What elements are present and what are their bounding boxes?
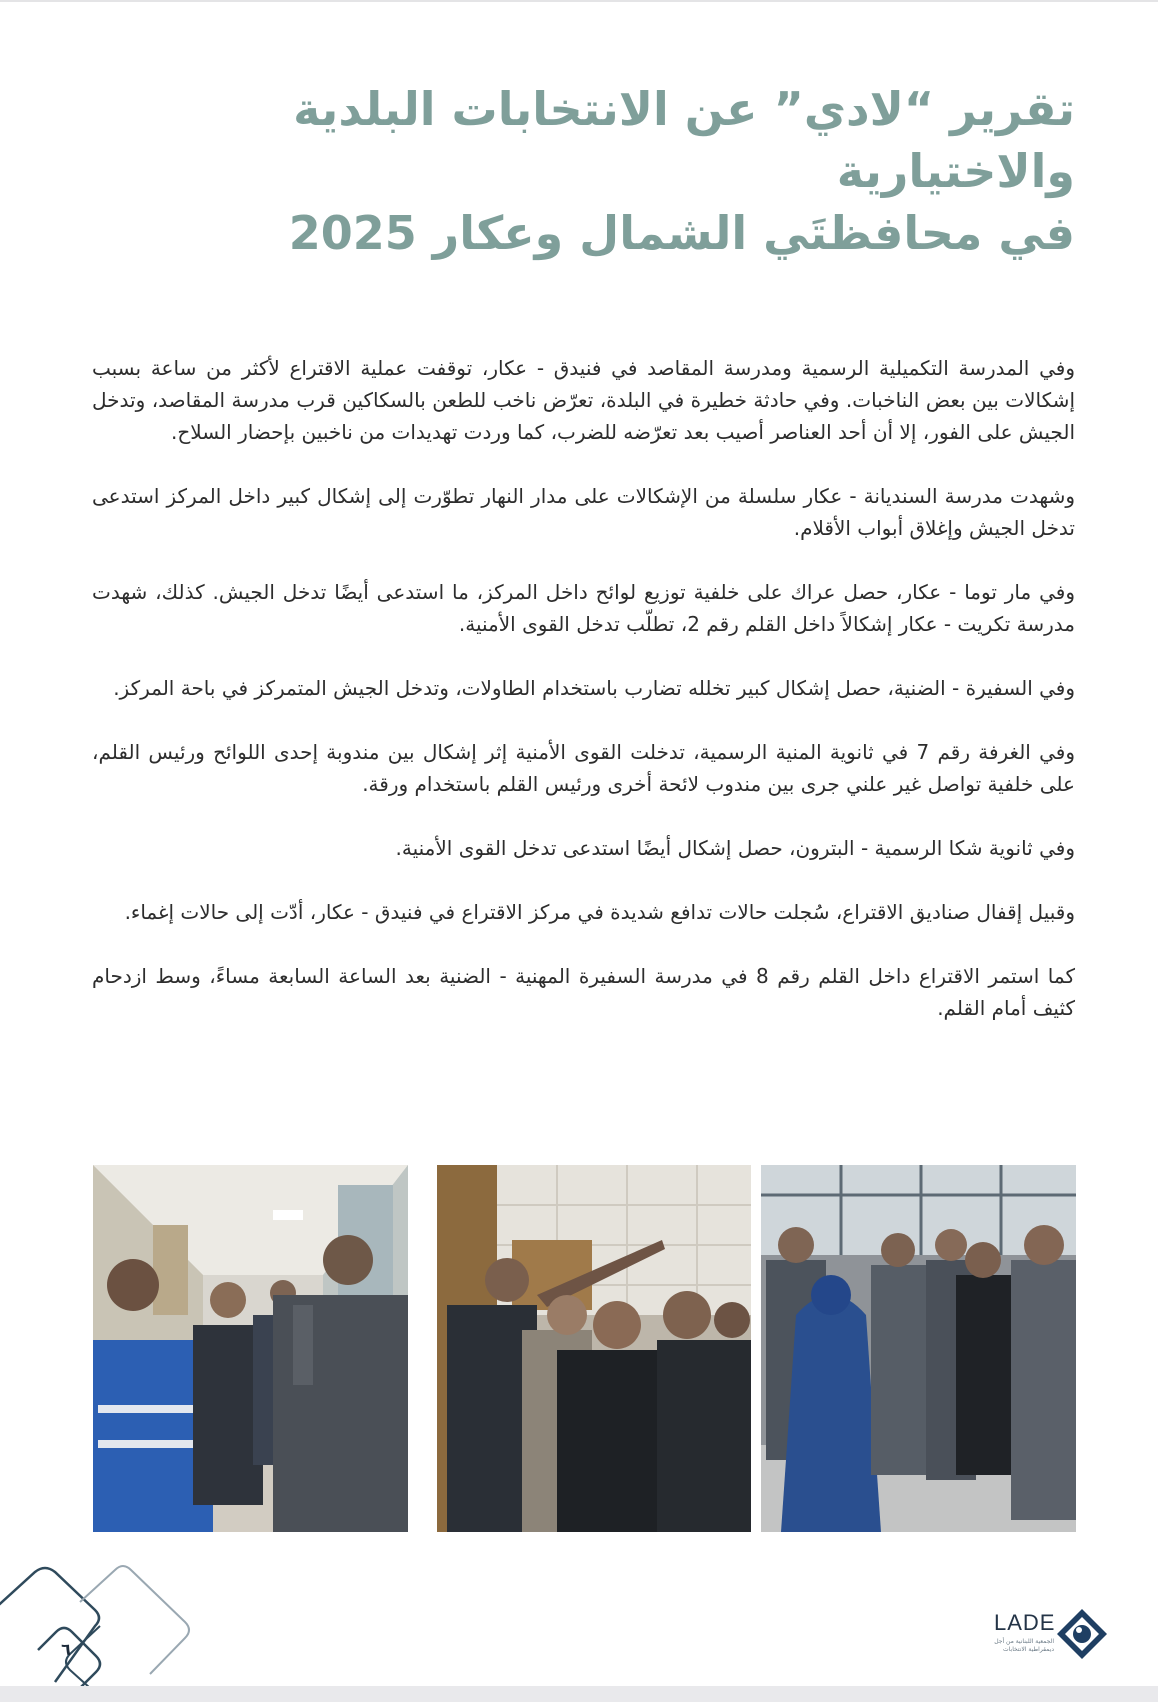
paragraph-safira-vocational: كما استمر الاقتراع داخل القلم رقم 8 في مدرسة السفيرة المهنية - الضنية بعد الساعة السابعة مساءً، وسط ازدحام كثيف أمام القلم. — [92, 964, 1075, 1020]
title-line-2: في محافظتَي الشمال وعكار 2025 — [288, 206, 1075, 260]
photo-security-forces-image — [761, 1165, 1076, 1532]
report-body — [92, 352, 1075, 1056]
lade-eye-icon — [1054, 1606, 1110, 1662]
logo-wordmark: LADE — [994, 1610, 1056, 1635]
paragraph-safira: وفي السفيرة - الضنية، حصل إشكال كبير تخلله تضارب باستخدام الطاولات، وتدخل الجيش المتمركز في باحة المركز. — [113, 676, 1075, 700]
page-title — [90, 78, 1075, 264]
paragraph-minieh: وفي الغرفة رقم 7 في ثانوية المنية الرسمية، تدخلت القوى الأمنية إثر إشكال بين مندوبة إحدى اللوائح ورئيس القلم، على خلفية تواصل غير علني جرى بين مندوب لائحة أخرى ورئيس القلم باستخدام ورقة. — [92, 740, 1076, 796]
paragraph-sindiyaneh: وشهدت مدرسة السنديانة - عكار سلسلة من الإشكالات على مدار النهار تطوّرت إلى إشكال كبير داخل المركز استدعى تدخل الجيش وإغلاق أبواب الأقلام. — [92, 484, 1075, 540]
paragraph-closing: وقبيل إقفال صناديق الاقتراع، سُجلت حالات تدافع شديدة في مركز الاقتراع في فنيدق - عكار، أدّت إلى حالات إغماء. — [124, 900, 1075, 924]
paragraph-chekka: وفي ثانوية شكا الرسمية - البترون، حصل إشكال أيضًا استدعى تدخل القوى الأمنية. — [395, 836, 1075, 860]
decorative-diamonds — [0, 1562, 230, 1686]
page-number: ٦ — [61, 1640, 71, 1659]
lade-logo — [990, 1604, 1110, 1664]
title-line-1: تقرير “لادي” عن الانتخابات البلدية والاختيارية — [293, 82, 1075, 198]
photo-corridor — [93, 1165, 408, 1532]
photo-security-forces — [761, 1165, 1076, 1532]
photo-crowd — [437, 1165, 751, 1532]
photo-crowd-image — [437, 1165, 751, 1532]
paragraph-mar-touma: وفي مار توما - عكار، حصل عراك على خلفية توزيع لوائح داخل المركز، ما استدعى أيضًا تدخل الجيش. كذلك، شهدت مدرسة تكريت - عكار إشكالاً داخل القلم رقم 2، تطلّب تدخل القوى الأمنية. — [92, 580, 1075, 636]
logo-subtitle: الجمعية اللبنانية من أجل ديمقراطية الانتخابات — [994, 1638, 1054, 1653]
paragraph-fnaydek: وفي المدرسة التكميلية الرسمية ومدرسة المقاصد في فنيدق - عكار، توقفت عملية الاقتراع لأكثر من ساعة بسبب إشكالات بين بعض الناخبات. وفي حادثة خطيرة في البلدة، تعرّض ناخب للطعن بالسكاكين قرب مدرسة المقاصد، وتدخل الجيش على الفور، إلا أن أحد العناصر أصيب بعد تعرّضه للضرب، كما وردت تهديدات من ناخبين بإحضار السلاح. — [92, 356, 1075, 444]
photo-corridor-image — [93, 1165, 408, 1532]
